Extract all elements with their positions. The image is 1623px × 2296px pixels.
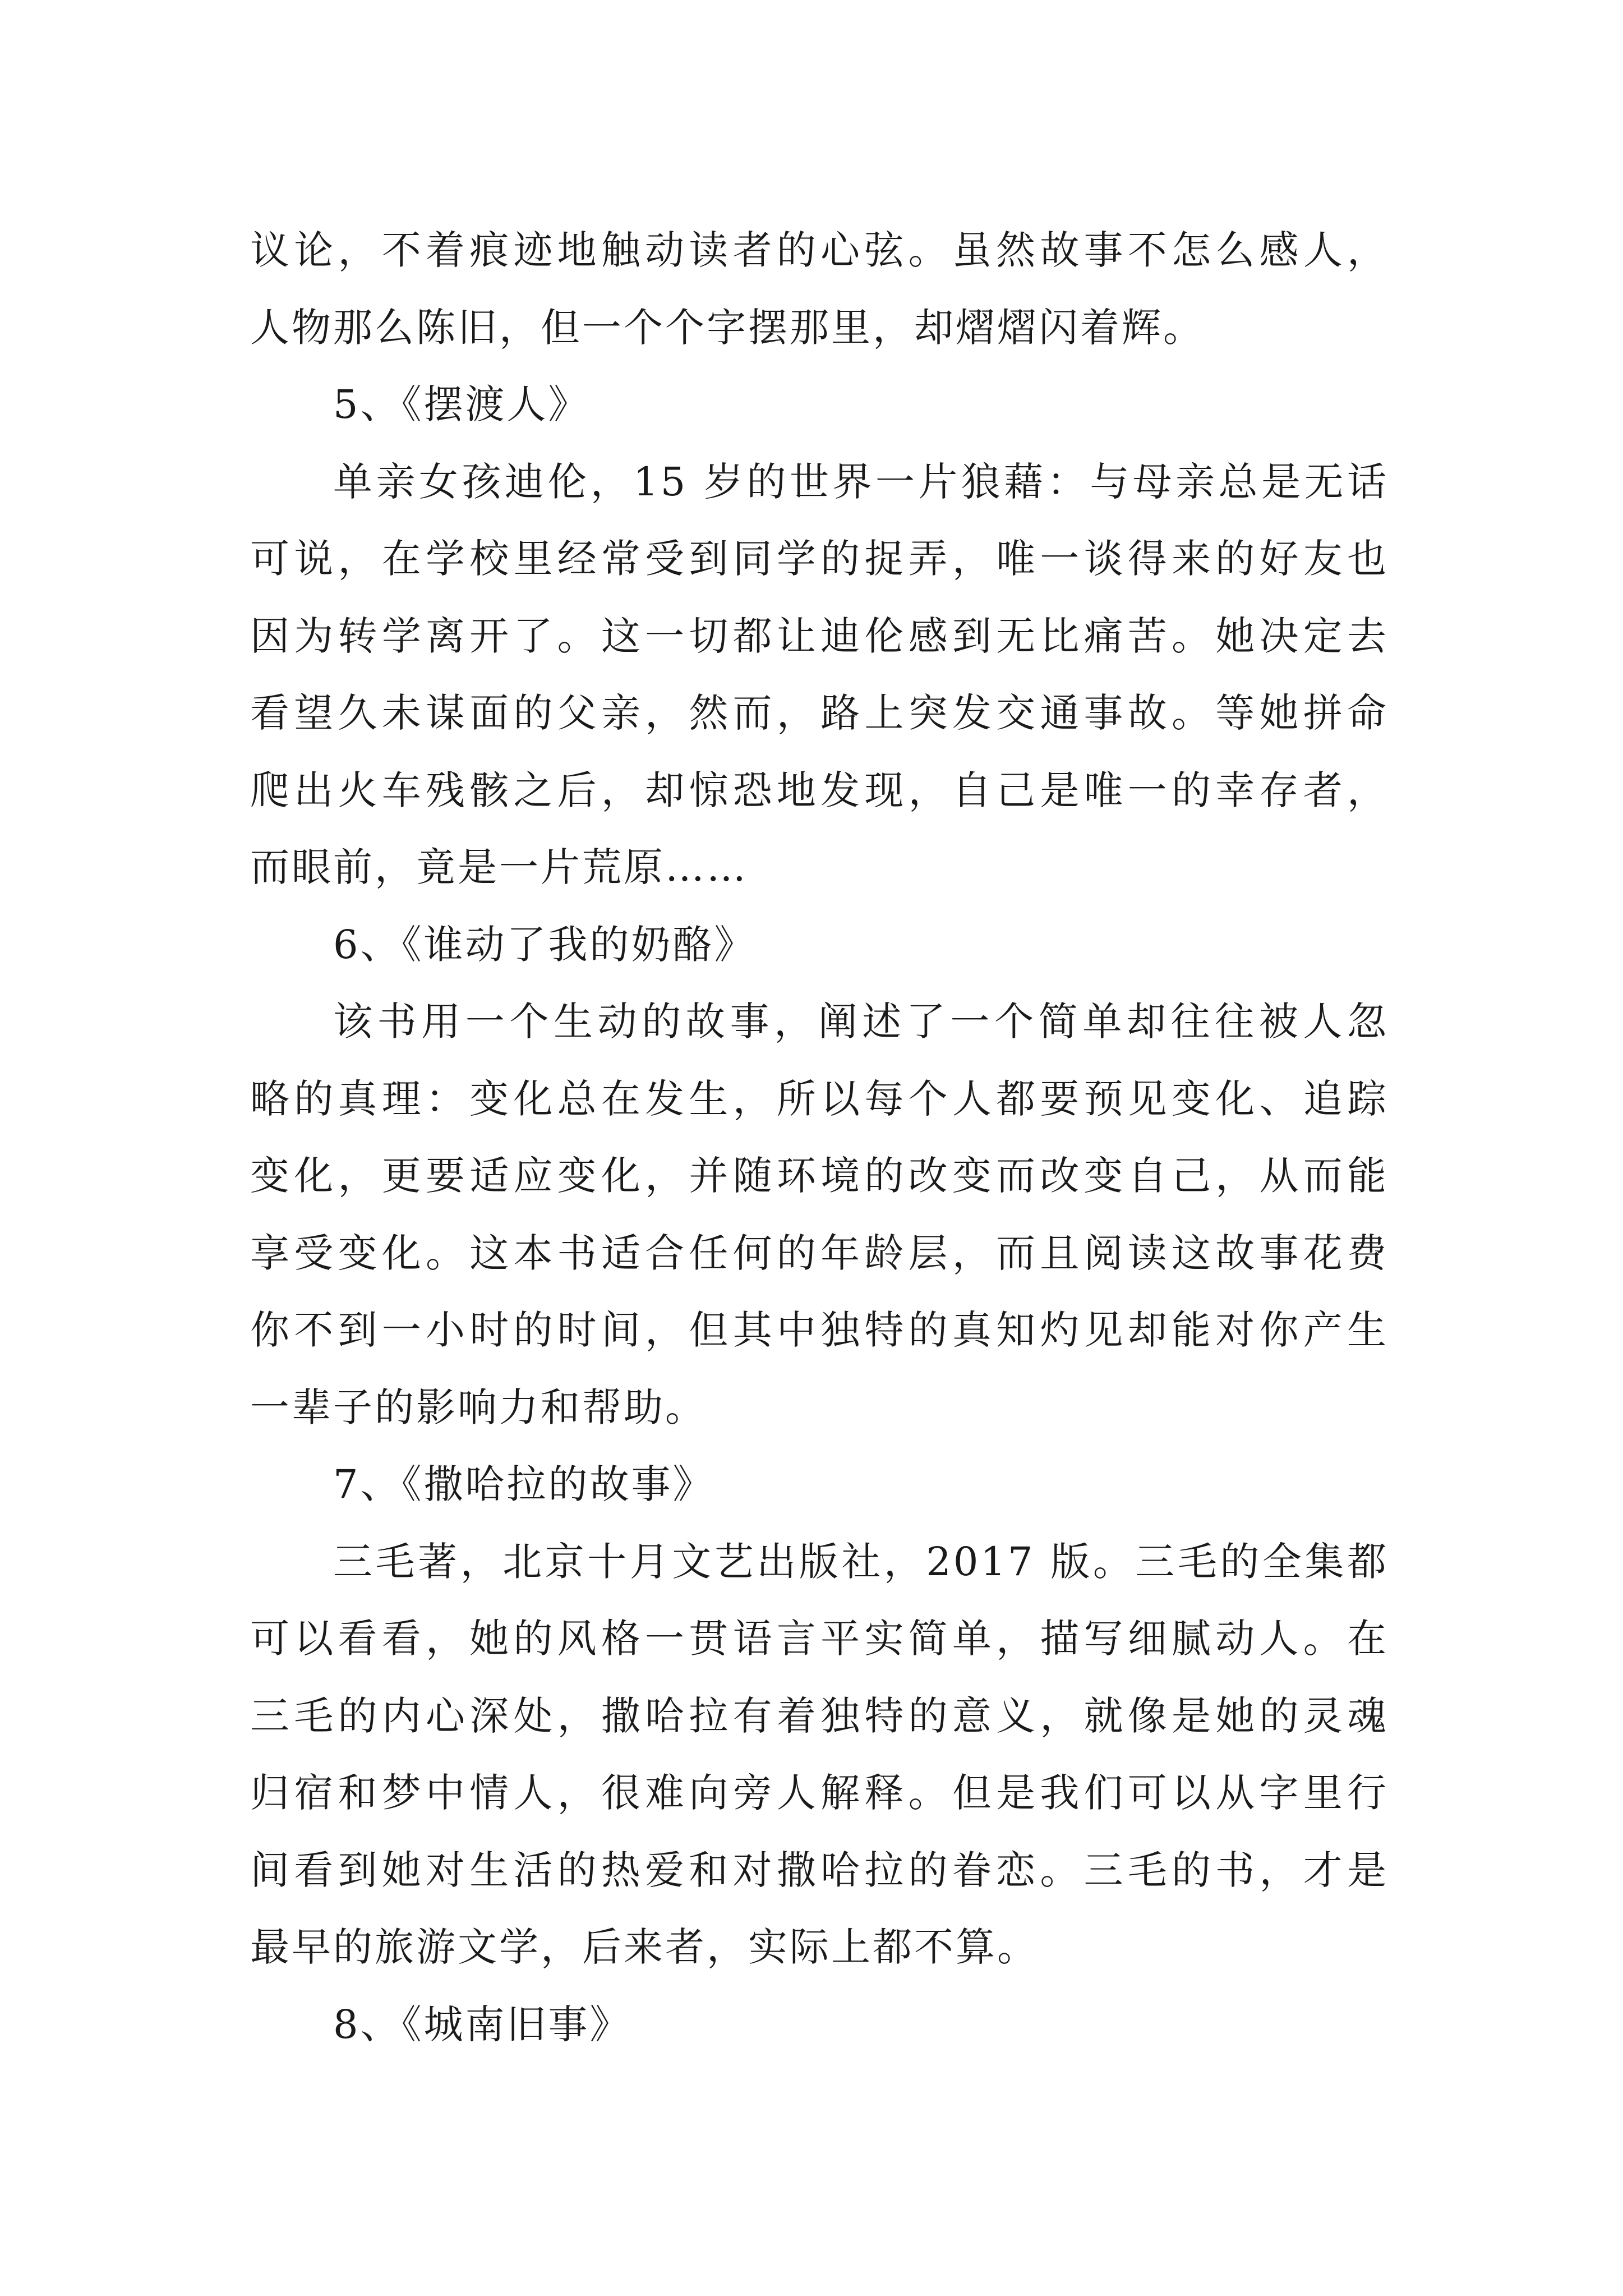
paragraph-line: 变化，更要适应变化，并随环境的改变而改变自己，从而能	[250, 1153, 1389, 1199]
paragraph-line: 而眼前，竟是一片荒原……	[250, 844, 748, 890]
paragraph-line: 一辈子的影响力和帮助。	[250, 1384, 707, 1430]
paragraph-line: 三毛著，北京十月文艺出版社，2017 版。三毛的全集都	[333, 1538, 1389, 1585]
paragraph-line: 单亲女孩迪伦，15 岁的世界一片狼藉：与母亲总是无话	[333, 458, 1389, 505]
paragraph-line: 看望久未谋面的父亲，然而，路上突发交通事故。等她拼命	[250, 690, 1389, 736]
paragraph-line: 议论，不着痕迹地触动读者的心弦。虽然故事不怎么感人，	[250, 227, 1389, 273]
paragraph-line: 可说，在学校里经常受到同学的捉弄，唯一谈得来的好友也	[250, 536, 1389, 582]
paragraph-line: 享受变化。这本书适合任何的年龄层，而且阅读这故事花费	[250, 1230, 1389, 1276]
paragraph-line: 可以看看，她的风格一贯语言平实简单，描写细腻动人。在	[250, 1616, 1389, 1662]
book-heading-5: 5、《摆渡人》	[333, 381, 590, 427]
paragraph-line: 该书用一个生动的故事，阐述了一个简单却往往被人忽	[333, 999, 1389, 1045]
book-heading-6: 6、《谁动了我的奶酪》	[333, 921, 756, 968]
paragraph-line: 爬出火车残骸之后，却惊恐地发现，自己是唯一的幸存者，	[250, 767, 1389, 813]
paragraph-line: 略的真理：变化总在发生，所以每个人都要预见变化、追踪	[250, 1075, 1389, 1122]
paragraph-line: 最早的旅游文学，后来者，实际上都不算。	[250, 1924, 1039, 1970]
paragraph-line: 你不到一小时的时间，但其中独特的真知灼见却能对你产生	[250, 1307, 1389, 1353]
book-heading-7: 7、《撒哈拉的故事》	[333, 1461, 714, 1507]
paragraph-line: 人物那么陈旧，但一个个字摆那里，却熠熠闪着辉。	[250, 304, 1205, 351]
paragraph-line: 因为转学离开了。这一切都让迪伦感到无比痛苦。她决定去	[250, 613, 1389, 659]
document-body	[250, 212, 1389, 2063]
paragraph-line: 间看到她对生活的热爱和对撒哈拉的眷恋。三毛的书，才是	[250, 1847, 1389, 1893]
book-heading-8: 8、《城南旧事》	[333, 2001, 631, 2047]
paragraph-line: 三毛的内心深处，撒哈拉有着独特的意义，就像是她的灵魂	[250, 1692, 1389, 1739]
paragraph-line: 归宿和梦中情人，很难向旁人解释。但是我们可以从字里行	[250, 1770, 1389, 1816]
